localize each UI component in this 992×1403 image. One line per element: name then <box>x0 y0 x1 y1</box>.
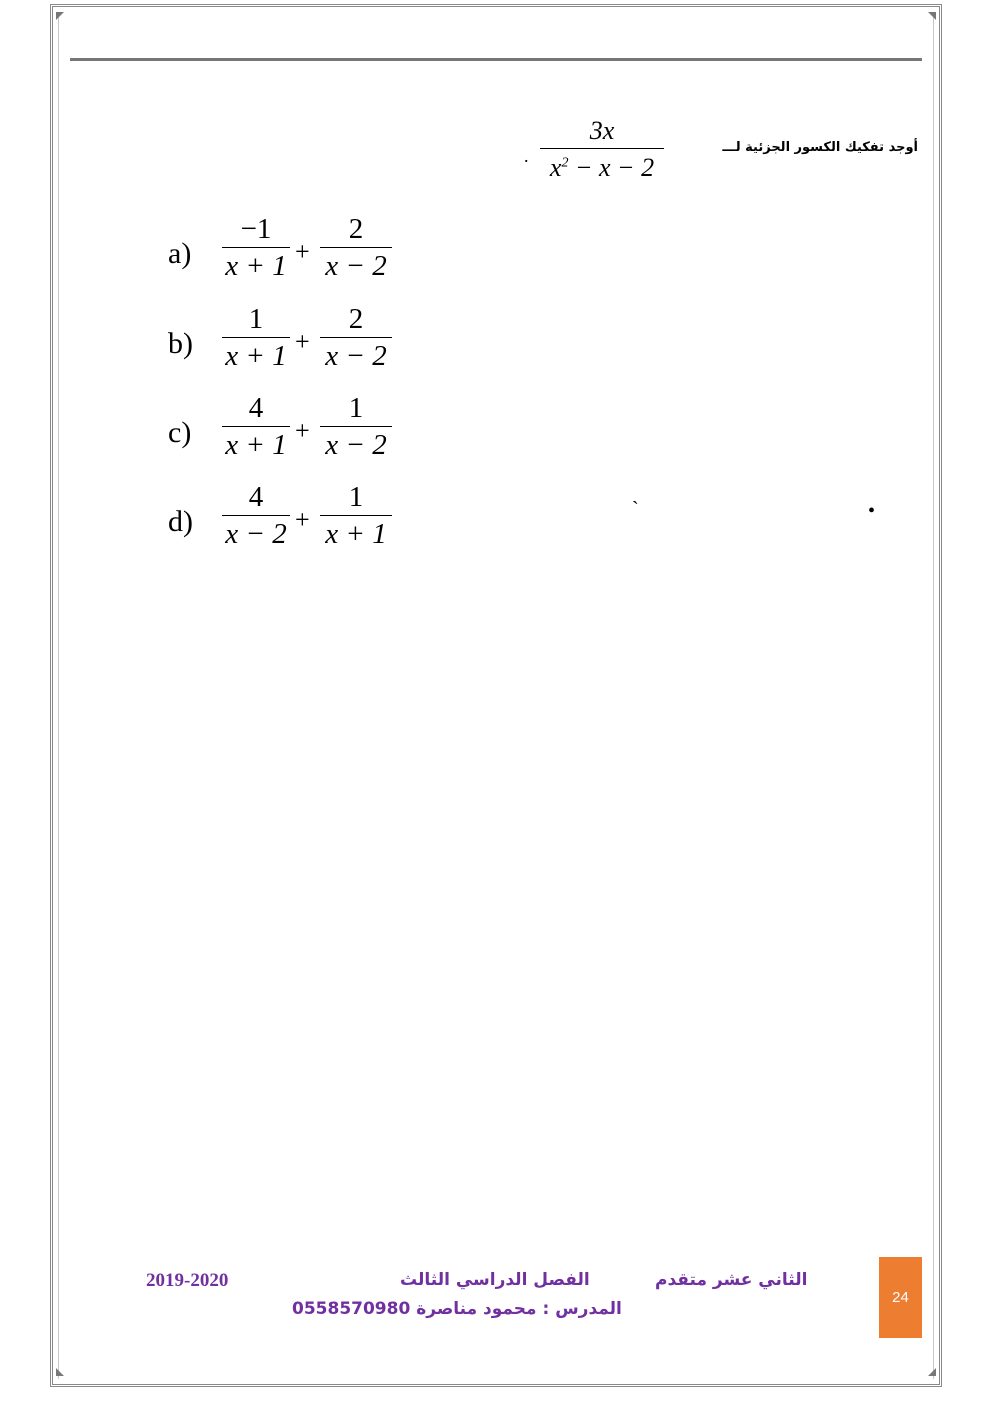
footer-year: 2019-2020 <box>146 1270 229 1291</box>
plus-sign: + <box>295 505 310 534</box>
option-fraction-2: 2 x − 2 <box>320 215 392 281</box>
corner-ornament <box>928 12 936 20</box>
stray-mark: • <box>868 500 876 522</box>
corner-ornament <box>56 1368 64 1376</box>
plus-sign: + <box>295 416 310 445</box>
option-fraction-2: 2 x − 2 <box>320 305 392 371</box>
option-fraction-1: 4 x + 1 <box>222 394 290 460</box>
footer-teacher: المدرس : محمود مناصرة 0558570980 <box>292 1299 622 1319</box>
expression-numerator: 3x <box>589 116 615 145</box>
page-number: 24 <box>879 1257 922 1338</box>
option-label: a) <box>168 237 192 270</box>
corner-ornament <box>56 12 64 20</box>
expression-denominator: $x^2 - x - 2$ <box>549 153 655 182</box>
question-expression <box>540 118 664 181</box>
option-fraction-2: 1 x + 1 <box>320 483 392 549</box>
option-label: d) <box>168 505 193 538</box>
footer-term: الفصل الدراسي الثالث <box>400 1270 590 1290</box>
fraction-bar <box>540 148 664 149</box>
option-a[interactable] <box>168 215 428 295</box>
footer-course: الثاني عشر متقدم <box>655 1270 808 1290</box>
option-d[interactable] <box>168 483 428 563</box>
option-c[interactable] <box>168 394 428 474</box>
option-label: b) <box>168 327 193 360</box>
option-fraction-1: −1 x + 1 <box>222 215 290 281</box>
option-fraction-2: 1 x − 2 <box>320 394 392 460</box>
option-b[interactable] <box>168 305 428 385</box>
plus-sign: + <box>295 237 310 266</box>
plus-sign: + <box>295 327 310 356</box>
option-fraction-1: 4 x − 2 <box>222 483 290 549</box>
option-fraction-1: 1 x + 1 <box>222 305 290 371</box>
question-end-mark: . <box>524 146 529 166</box>
stray-mark: ˋ <box>632 498 639 520</box>
header-divider <box>70 58 922 61</box>
question-text: أوجد تفكيك الكسور الجزئية لـــ <box>722 140 918 155</box>
option-label: c) <box>168 416 192 449</box>
corner-ornament <box>928 1368 936 1376</box>
